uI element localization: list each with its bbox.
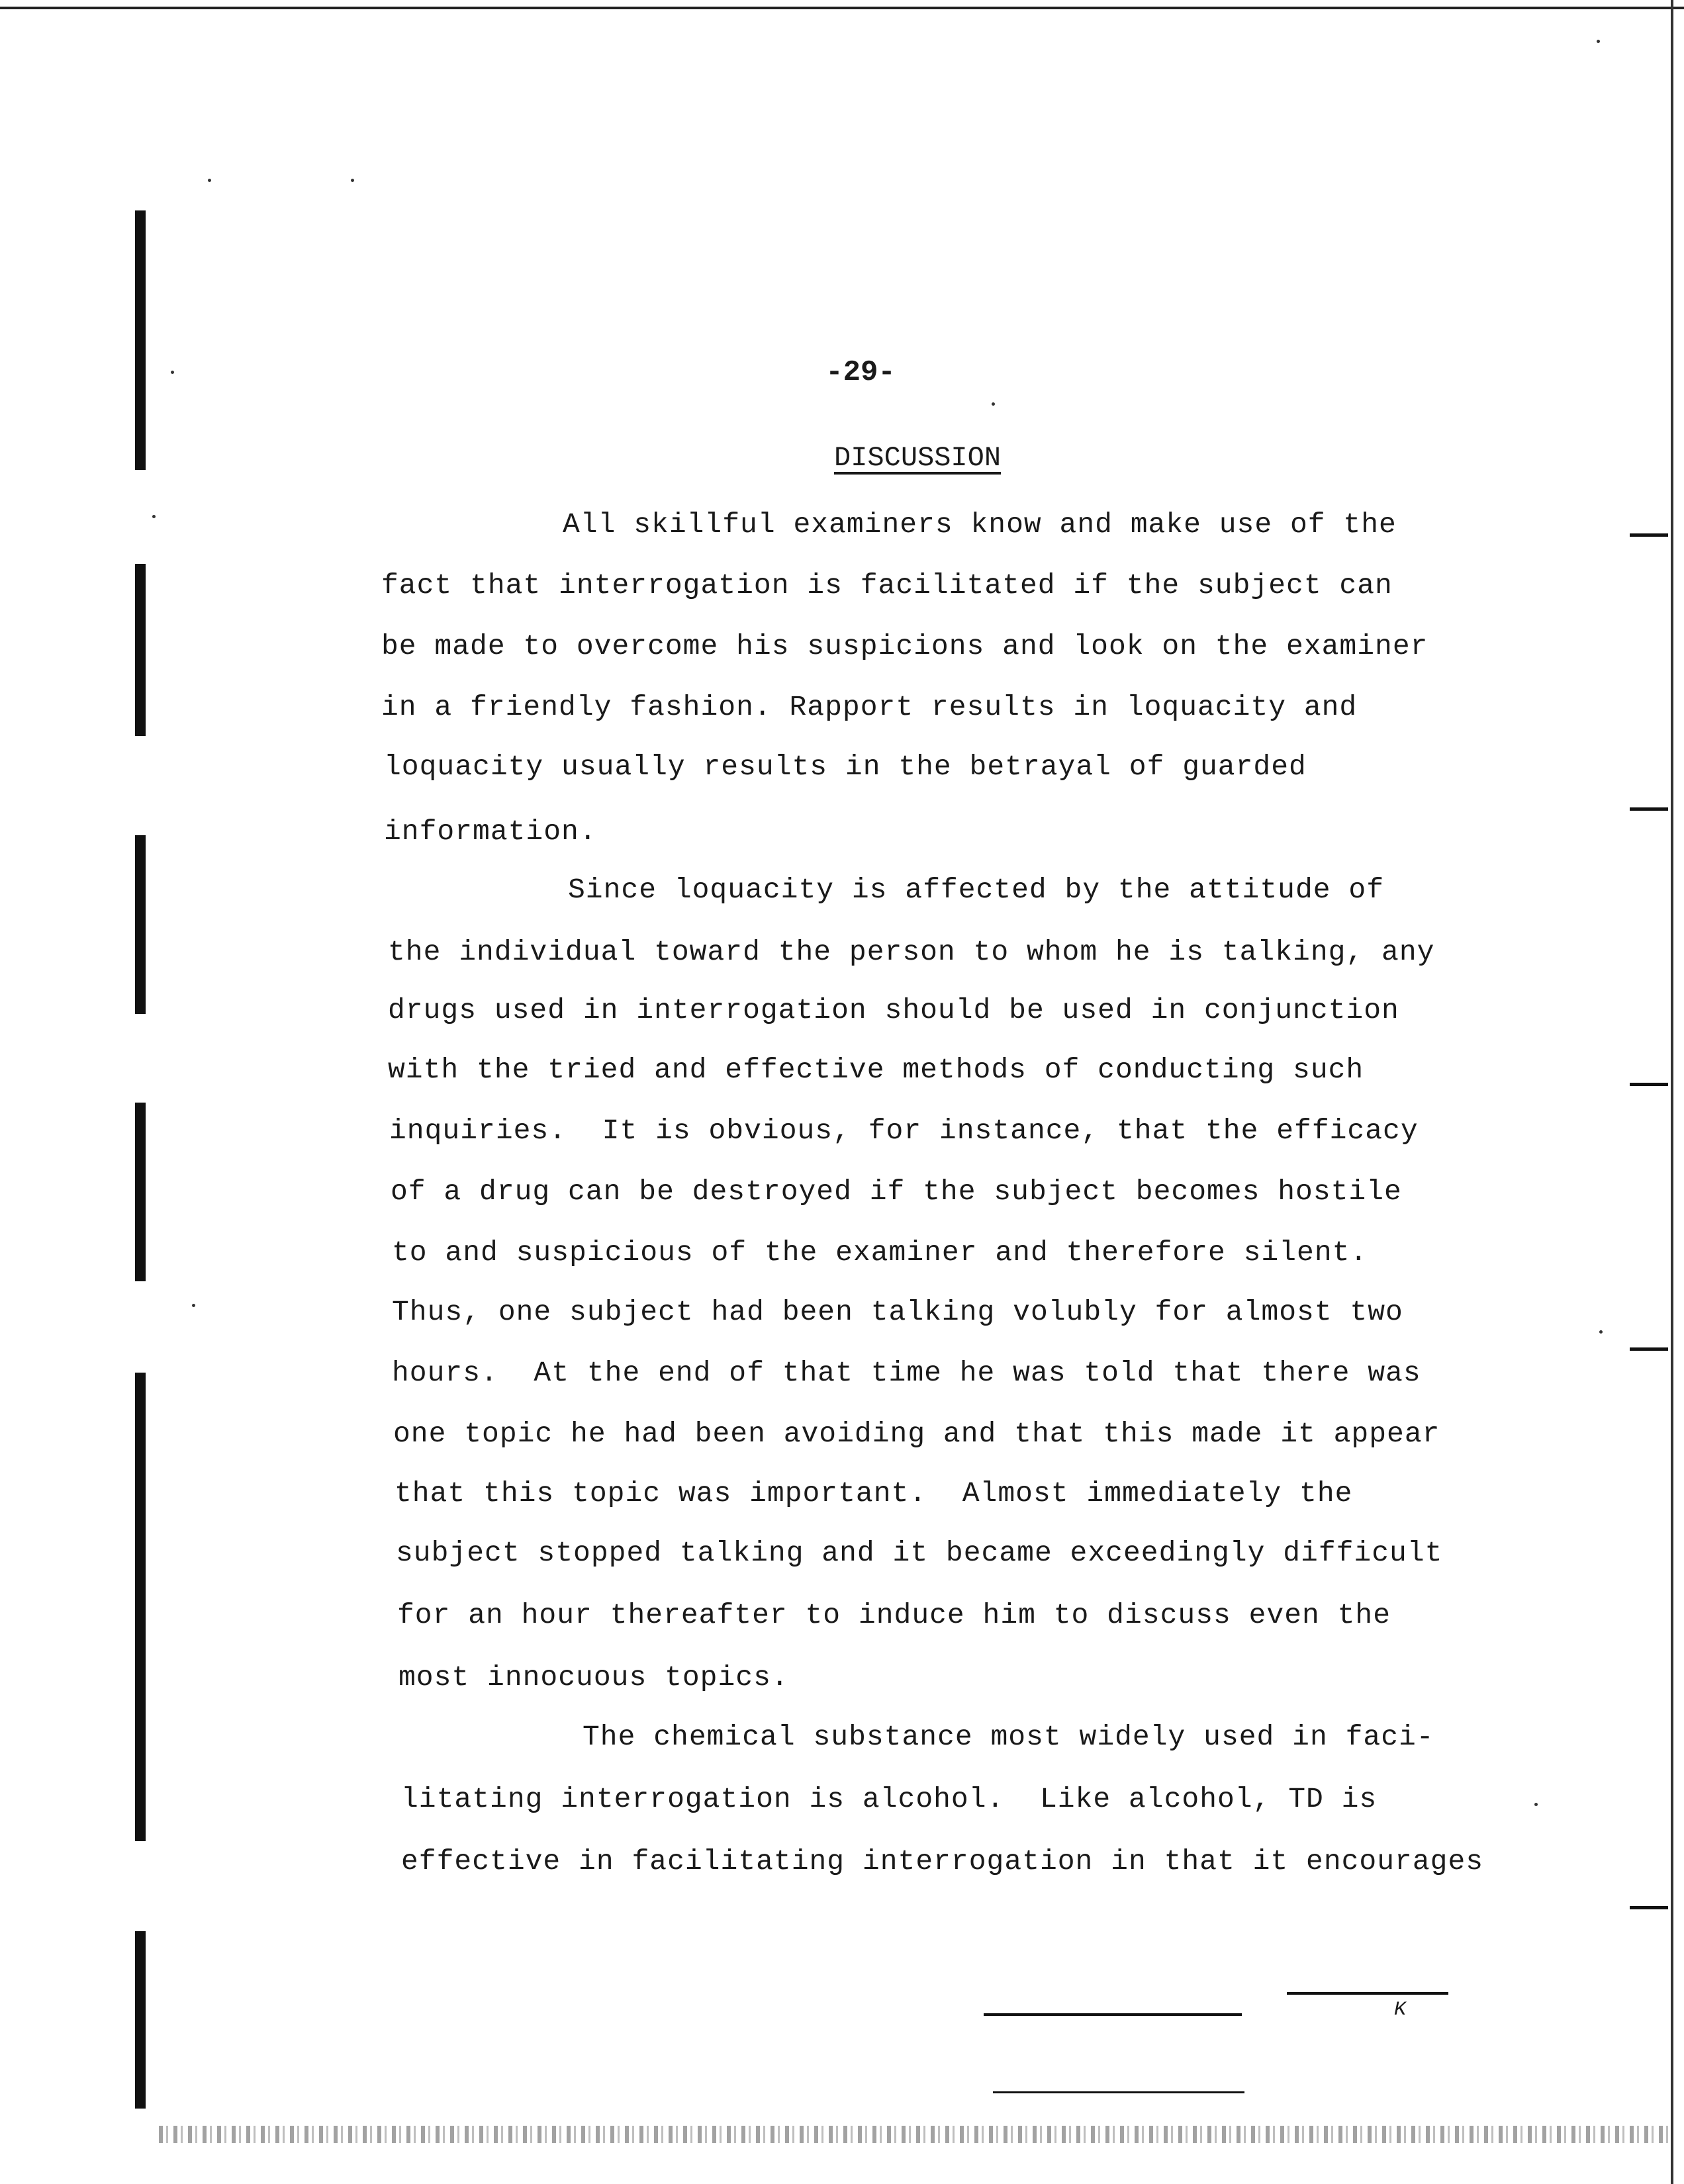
margin-bar [135, 1103, 146, 1281]
speck [992, 402, 995, 406]
speck [1599, 1330, 1603, 1334]
text-line: for an hour thereafter to induce him to discuss even the [397, 1599, 1391, 1631]
margin-mark [1630, 1083, 1668, 1086]
initial-mark: K [1394, 1999, 1407, 2021]
bottom-rule [993, 2091, 1244, 2093]
text-line: most innocuous topics. [398, 1661, 789, 1694]
right-page-edge [1671, 0, 1673, 2184]
text-line: fact that interrogation is facilitated if the subject can [381, 569, 1393, 602]
text-line: that this topic was important. Almost immediately the [395, 1477, 1353, 1510]
bottom-rule [984, 2013, 1242, 2016]
speck [208, 179, 211, 182]
text-line: All skillful examiners know and make use of the [563, 508, 1397, 541]
text-line: Since loquacity is affected by the attitude of [568, 874, 1384, 906]
margin-bar [135, 1931, 146, 2109]
top-rule [0, 7, 1684, 9]
text-line: one topic he had been avoiding and that this made it appear [393, 1418, 1440, 1450]
text-line: of a drug can be destroyed if the subject becomes hostile [391, 1175, 1402, 1208]
page-number: -29- [825, 356, 896, 389]
speck [171, 371, 174, 374]
margin-mark [1630, 1347, 1668, 1351]
text-line: hours. At the end of that time he was told that there was [392, 1357, 1421, 1389]
text-line: Thus, one subject had been talking volubly for almost two [392, 1296, 1403, 1328]
text-line: effective in facilitating interrogation in that it encourages [401, 1845, 1484, 1878]
bottom-rule [1287, 1992, 1448, 1995]
margin-bar [135, 835, 146, 1014]
text-line: The chemical substance most widely used in faci- [583, 1721, 1434, 1753]
text-line: be made to overcome his suspicions and look on the examiner [381, 630, 1428, 662]
margin-bar [135, 564, 146, 736]
text-line: in a friendly fashion. Rapport results in loquacity and [381, 691, 1358, 723]
speck [152, 515, 156, 518]
text-line: loquacity usually results in the betrayal of guarded [384, 751, 1307, 783]
text-line: inquiries. It is obvious, for instance, that the efficacy [389, 1115, 1419, 1147]
margin-mark [1630, 533, 1668, 537]
speck [192, 1304, 195, 1307]
margin-bar [135, 210, 146, 470]
text-line: information. [384, 815, 597, 848]
speck [1597, 40, 1600, 43]
margin-mark [1630, 1906, 1668, 1909]
scan-noise [159, 2126, 1668, 2143]
text-line: to and suspicious of the examiner and therefore silent. [392, 1236, 1368, 1269]
text-line: with the tried and effective methods of conducting such [388, 1054, 1364, 1086]
speck [351, 179, 354, 182]
speck [1534, 1803, 1538, 1806]
section-heading: DISCUSSION [834, 442, 1002, 474]
text-line: the individual toward the person to whom he is talking, any [388, 936, 1435, 968]
text-line: drugs used in interrogation should be used in conjunction [388, 994, 1399, 1026]
margin-bar [135, 1373, 146, 1841]
text-line: subject stopped talking and it became exceedingly difficult [396, 1537, 1443, 1569]
margin-mark [1630, 807, 1668, 811]
text-line: litating interrogation is alcohol. Like alcohol, TD is [401, 1783, 1378, 1815]
